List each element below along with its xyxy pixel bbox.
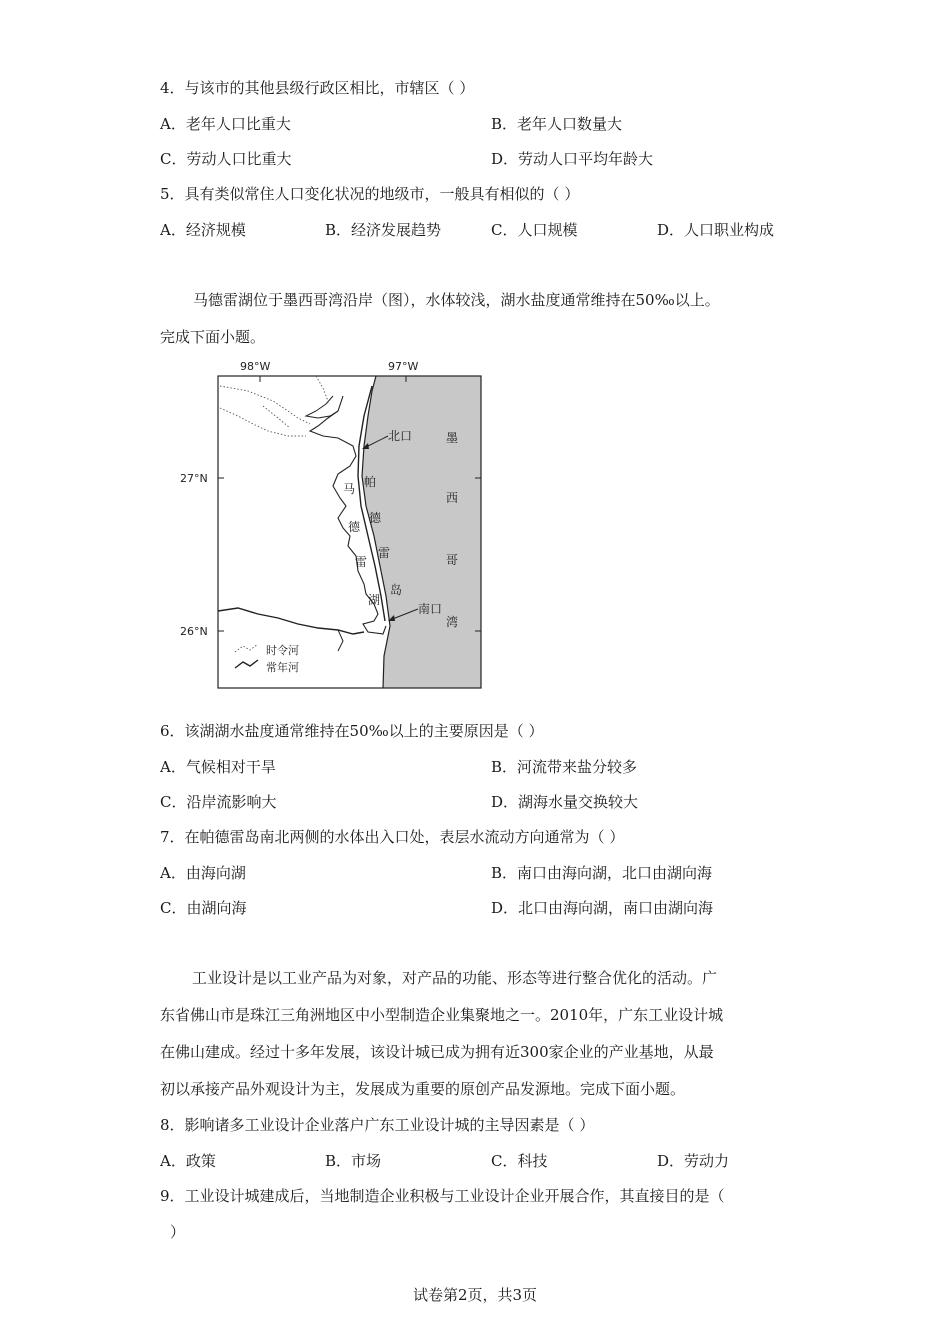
q5-option-d[interactable]: D．人口职业构成 xyxy=(657,221,775,239)
island-char-4: 岛 xyxy=(390,583,403,597)
lat-27n-label: 27°N xyxy=(180,472,208,485)
lake-char-4: 湖 xyxy=(368,593,381,607)
passage2 xyxy=(160,960,790,1108)
q5-stem: 5．具有类似常住人口变化状况的地级市，一般具有相似的（ ） xyxy=(160,185,580,203)
q7-option-b[interactable]: B．南口由海向湖，北口由湖向海 xyxy=(491,864,713,882)
passage2-line-1: 工业设计是以工业产品为对象，对产品的功能、形态等进行整合优化的活动。广 xyxy=(192,969,718,987)
page-footer: 试卷第2页，共3页 xyxy=(412,1286,538,1304)
q5-option-c[interactable]: C．人口规模 xyxy=(491,221,578,239)
q7-option-a[interactable]: A．由海向湖 xyxy=(160,864,246,882)
q4-option-a[interactable]: A．老年人口比重大 xyxy=(160,115,291,133)
q8-option-b[interactable]: B．市场 xyxy=(325,1152,382,1170)
q9-stem-continued: ） xyxy=(170,1223,186,1241)
seasonal-river-3 xyxy=(316,376,328,401)
q4-stem: 4．与该市的其他县级行政区相比，市辖区（ ） xyxy=(160,79,475,97)
madre-lagoon-map xyxy=(178,356,498,696)
passage2-line-2: 东省佛山市是珠江三角洲地区中小型制造企业集聚地之一。2010年，广东工业设计城 xyxy=(160,1006,724,1024)
legend-seasonal-label: 时令河 xyxy=(266,644,299,657)
lon-97w-label: 97°W xyxy=(388,360,419,373)
passage1-line1: 马德雷湖位于墨西哥湾沿岸（图），水体较浅，湖水盐度通常维持在50‰以上。 xyxy=(193,291,720,309)
q7-option-c[interactable]: C．由湖向海 xyxy=(160,899,247,917)
q9-stem: 9．工业设计城建成后，当地制造企业积极与工业设计企业开展合作，其直接目的是（ xyxy=(160,1187,725,1205)
lake-char-2: 德 xyxy=(348,520,361,534)
q8-option-c[interactable]: C．科技 xyxy=(491,1152,548,1170)
seasonal-river-1 xyxy=(220,386,310,424)
q8-option-d[interactable]: D．劳动力 xyxy=(657,1152,730,1170)
q6-option-d[interactable]: D．湖海水量交换较大 xyxy=(491,793,639,811)
gulf-char-3: 哥 xyxy=(446,553,459,567)
q7-stem: 7．在帕德雷岛南北两侧的水体出入口处，表层水流动方向通常为（ ） xyxy=(160,828,625,846)
perennial-river-branch xyxy=(338,630,343,651)
lake-char-1: 马 xyxy=(343,482,356,496)
lon-98w-label: 98°W xyxy=(240,360,271,373)
q4-option-d[interactable]: D．劳动人口平均年龄大 xyxy=(491,150,654,168)
q6-option-b[interactable]: B．河流带来盐分较多 xyxy=(491,758,638,776)
legend-perennial-label: 常年河 xyxy=(266,661,299,674)
q5-option-b[interactable]: B．经济发展趋势 xyxy=(325,221,442,239)
north-inlet-label: 北口 xyxy=(388,429,413,443)
lake-char-3: 雷 xyxy=(355,555,368,569)
legend-perennial-symbol xyxy=(235,660,258,668)
passage1-line2: 完成下面小题。 xyxy=(160,328,266,346)
q8-stem: 8．影响诸多工业设计企业落户广东工业设计城的主导因素是（ ） xyxy=(160,1116,595,1134)
gulf-char-4: 湾 xyxy=(446,615,459,629)
q6-option-a[interactable]: A．气候相对干旱 xyxy=(160,758,276,776)
gulf-char-1: 墨 xyxy=(446,431,459,445)
island-char-1: 帕 xyxy=(364,475,377,489)
gulf-of-mexico-area xyxy=(362,376,481,688)
q6-stem: 6．该湖湖水盐度通常维持在50‰以上的主要原因是（ ） xyxy=(160,722,544,740)
gulf-char-2: 西 xyxy=(446,491,459,505)
q5-option-a[interactable]: A．经济规模 xyxy=(160,221,246,239)
q6-option-c[interactable]: C．沿岸流影响大 xyxy=(160,793,277,811)
island-char-2: 德 xyxy=(369,511,382,525)
passage2-line-4: 初以承接产品外观设计为主，发展成为重要的原创产品发源地。完成下面小题。 xyxy=(160,1080,686,1098)
q4-option-b[interactable]: B．老年人口数量大 xyxy=(491,115,623,133)
south-inlet-label: 南口 xyxy=(418,602,443,616)
q4-option-c[interactable]: C．劳动人口比重大 xyxy=(160,150,292,168)
island-char-3: 雷 xyxy=(378,546,391,560)
perennial-river xyxy=(218,608,364,634)
q7-option-d[interactable]: D．北口由海向湖，南口由湖向海 xyxy=(491,899,714,917)
q8-option-a[interactable]: A．政策 xyxy=(160,1152,216,1170)
legend-seasonal-symbol xyxy=(235,644,258,652)
seasonal-river-2 xyxy=(220,408,306,436)
passage2-line-3: 在佛山建成。经过十多年发展，该设计城已成为拥有近300家企业的产业基地，从最 xyxy=(160,1043,714,1061)
lat-26n-label: 26°N xyxy=(180,625,208,638)
